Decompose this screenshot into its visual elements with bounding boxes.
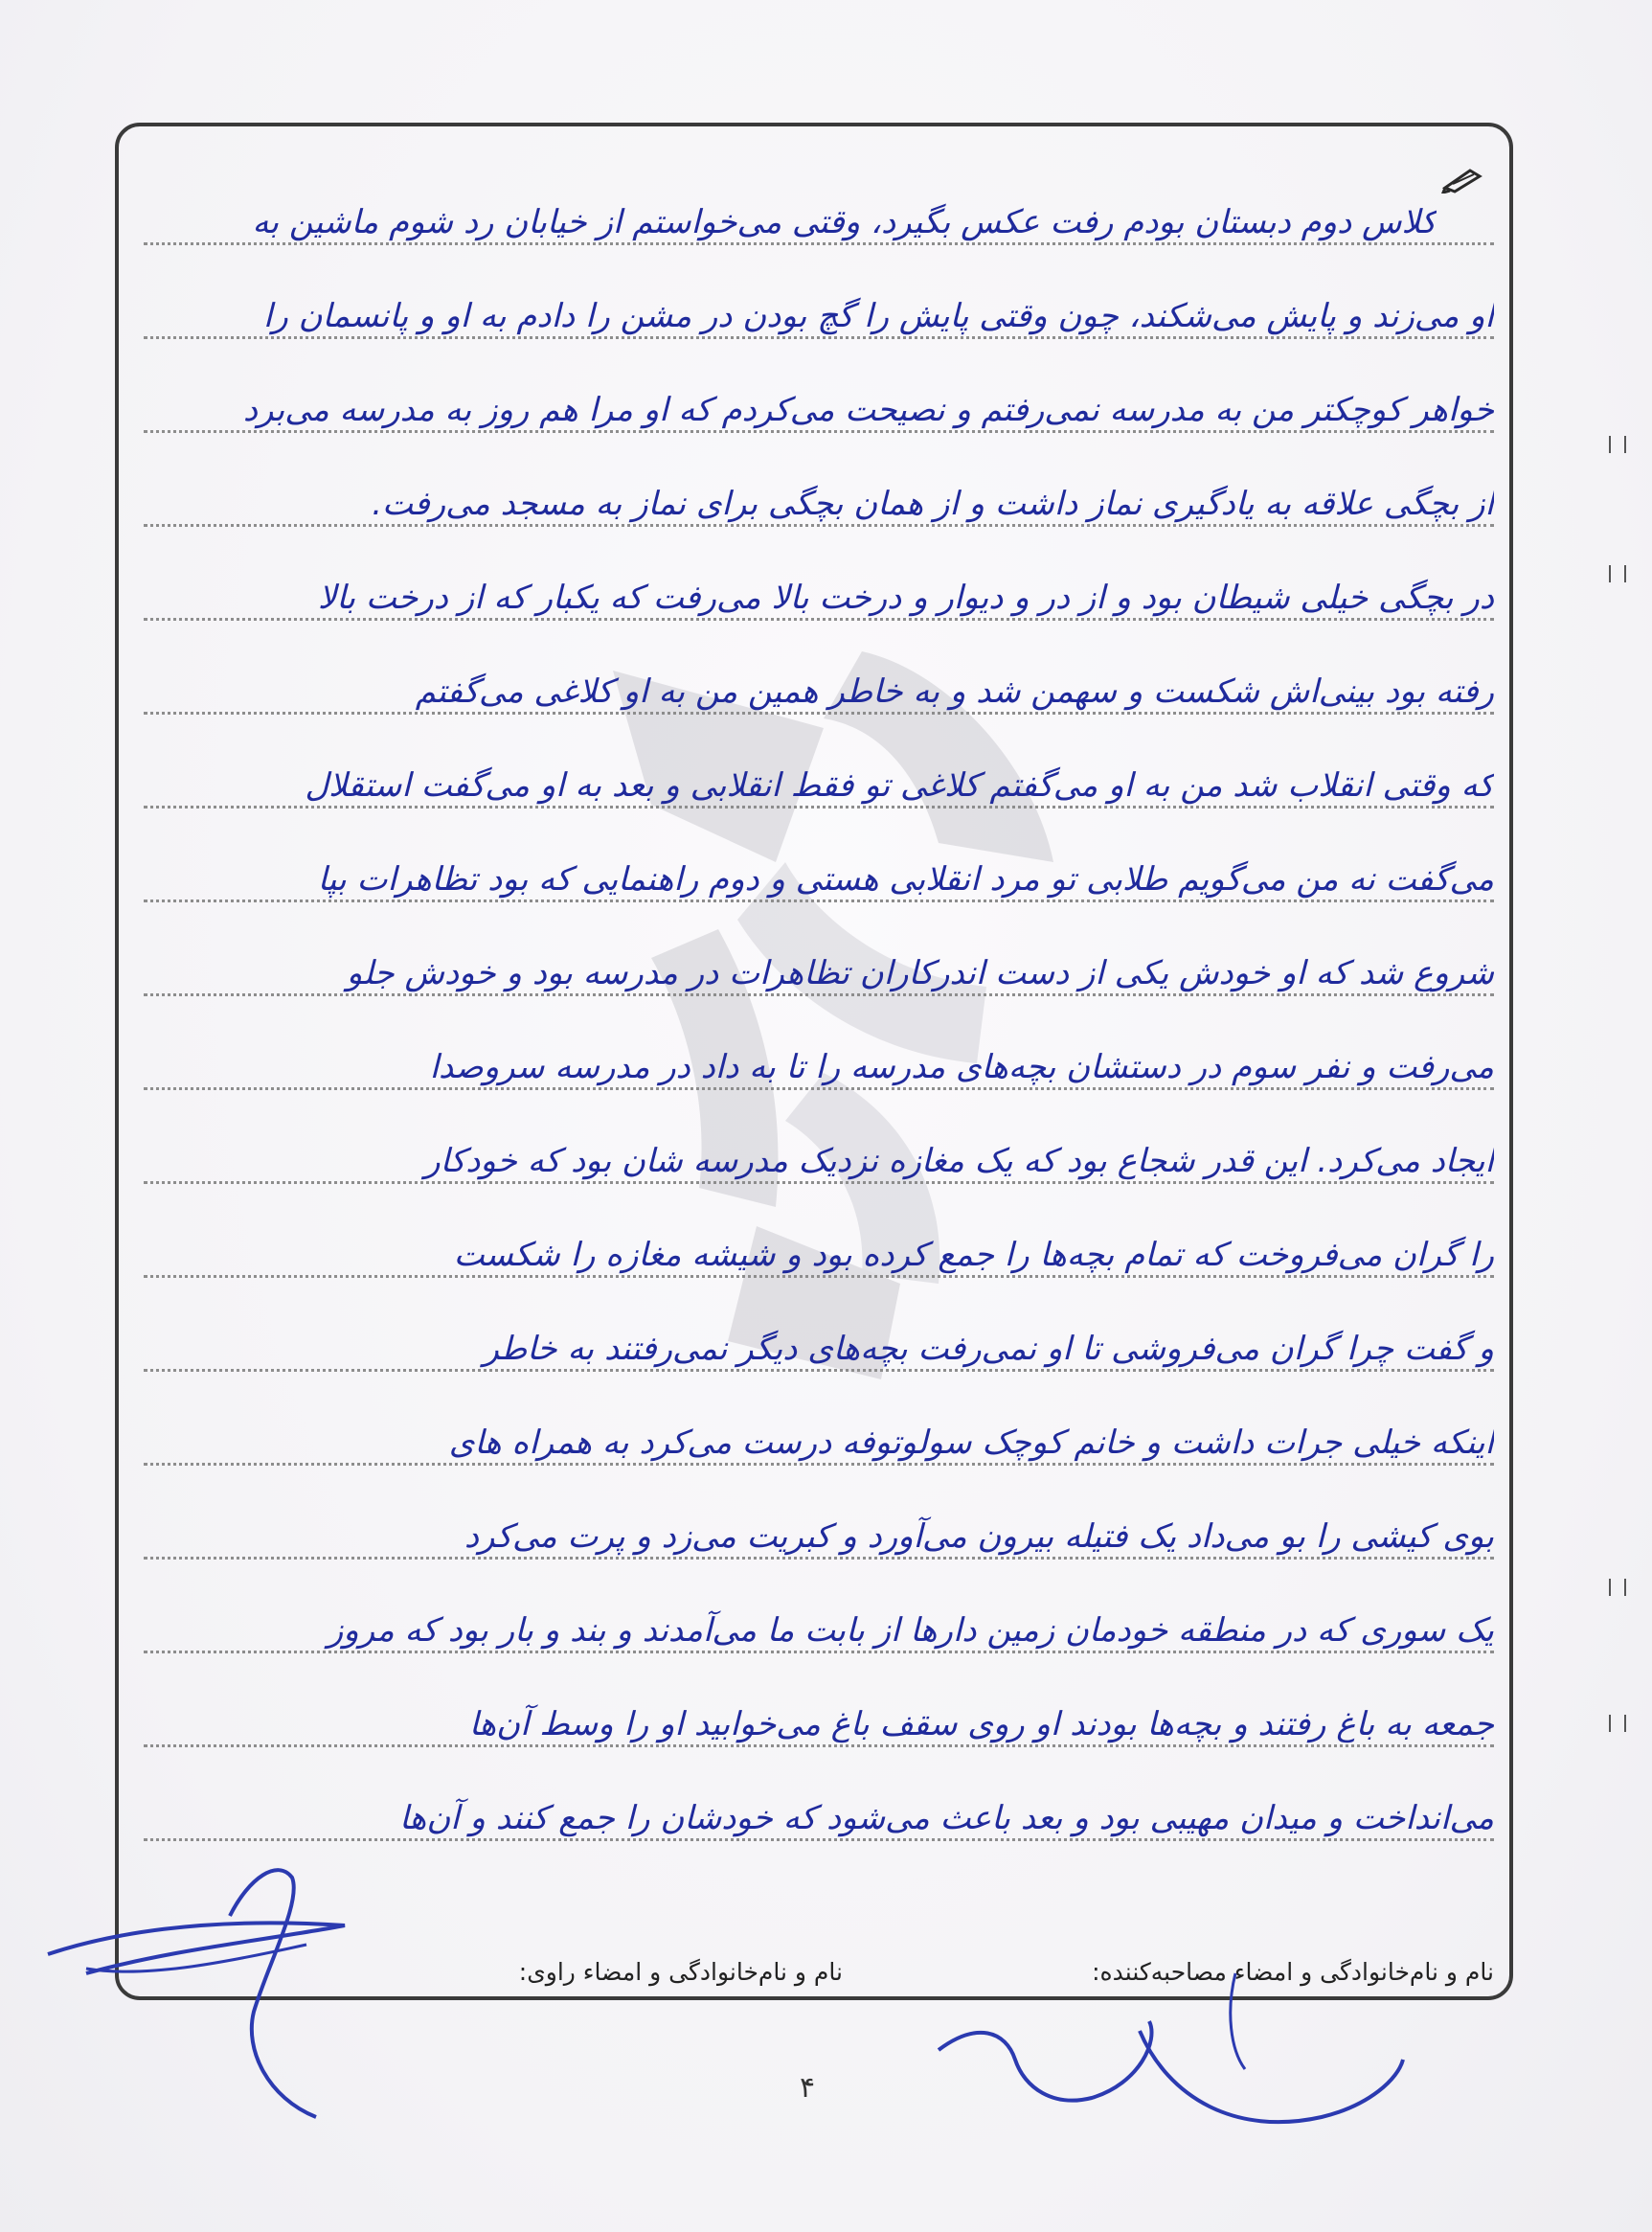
line-text: بوی کیشی را بو می‌داد یک فتیله بیرون می‌آورد و کبریت می‌زد و پرت می‌کرد (464, 1517, 1494, 1556)
text-line (144, 548, 1494, 642)
text-line (144, 830, 1494, 923)
interviewer-signature (919, 1954, 1417, 2146)
text-line (144, 642, 1494, 736)
margin-mark (1609, 436, 1626, 453)
line-text: ایجاد می‌کرد. این قدر شجاع بود که یک مغازه نزدیک مدرسه شان بود که خودکار (424, 1142, 1494, 1180)
text-line (144, 266, 1494, 360)
margin-mark (1609, 1579, 1626, 1596)
text-line (144, 923, 1494, 1017)
line-text: کلاس دوم دبستان بودم رفت عکس بگیرد، وقتی می‌خواستم از خیابان رد شوم ماشین به (252, 203, 1437, 241)
margin-mark (1609, 1715, 1626, 1732)
line-text: یک سوری که در منطقه خودمان زمین دارها از بابت ما می‌آمدند و بند و بار بود که مروز (327, 1611, 1494, 1650)
text-line (144, 360, 1494, 454)
narrator-signature-label: نام و نام‌خانوادگی و امضاء راوی: (518, 1958, 843, 1986)
line-text: اینکه خیلی جرات داشت و خانم کوچک سولوتوفه درست می‌کرد به همراه های (448, 1423, 1494, 1462)
text-line (144, 1017, 1494, 1111)
margin-mark (1609, 565, 1626, 582)
line-text: می‌رفت و نفر سوم در دستشان بچه‌های مدرسه را تا به داد در مدرسه سروصدا (429, 1048, 1494, 1086)
line-text: رفته بود بینی‌اش شکست و سهمن شد و به خاطر همین من به او کلاغی می‌گفتم (415, 672, 1494, 711)
text-line (144, 736, 1494, 830)
handwritten-text-body (144, 172, 1494, 1862)
line-text: در بچگی خیلی شیطان بود و از در و دیوار و درخت بالا می‌رفت که یکبار که از درخت بالا (317, 579, 1494, 617)
text-line (144, 1111, 1494, 1205)
narrator-signature (29, 1849, 373, 2136)
line-text: و گفت چرا گران می‌فروشی تا او نمی‌رفت بچه‌های دیگر نمی‌رفتند به خاطر (483, 1330, 1494, 1368)
line-text: خواهر کوچکتر من به مدرسه نمی‌رفتم و نصیحت می‌کردم که او مرا هم روز به مدرسه می‌برد (242, 391, 1494, 429)
page-number: ۴ (800, 2071, 816, 2105)
text-line (144, 1299, 1494, 1393)
interviewer-signature-label: نام و نام‌خانوادگی و امضاء مصاحبه‌کننده: (1092, 1958, 1494, 1986)
line-text: شروع شد که او خودش یکی از دست اندرکاران تظاهرات در مدرسه بود و خودش جلو (346, 954, 1494, 992)
text-line (144, 172, 1494, 266)
text-line (144, 1581, 1494, 1674)
line-text: را گران می‌فروخت که تمام بچه‌ها را جمع کرده بود و شیشه مغازه را شکست (453, 1236, 1494, 1274)
text-line (144, 1487, 1494, 1581)
line-text: او می‌زند و پایش می‌شکند، چون وقتی پایش را گچ بودن در مشن را دادم به او و پانسمان را (262, 297, 1494, 335)
line-text: می‌گفت نه من می‌گویم طلابی تو مرد انقلابی هستی و دوم راهنمایی که بود تظاهرات بپا (317, 860, 1494, 899)
text-line (144, 1674, 1494, 1768)
text-line (144, 1393, 1494, 1487)
line-text: می‌انداخت و میدان مهیبی بود و بعد باعث می‌شود که خودشان را جمع کنند و آن‌ها (399, 1799, 1494, 1837)
text-line (144, 454, 1494, 548)
text-line (144, 1205, 1494, 1299)
line-text: جمعه به باغ رفتند و بچه‌ها بودند او روی سقف باغ می‌خوابید او را وسط آن‌ها (468, 1705, 1494, 1743)
line-text: که وقتی انقلاب شد من به او می‌گفتم کلاغی تو فقط انقلابی و بعد به او می‌گفت استقلال (305, 766, 1494, 805)
line-text: از بچگی علاقه به یادگیری نماز داشت و از همان بچگی برای نماز به مسجد می‌رفت. (372, 485, 1494, 523)
